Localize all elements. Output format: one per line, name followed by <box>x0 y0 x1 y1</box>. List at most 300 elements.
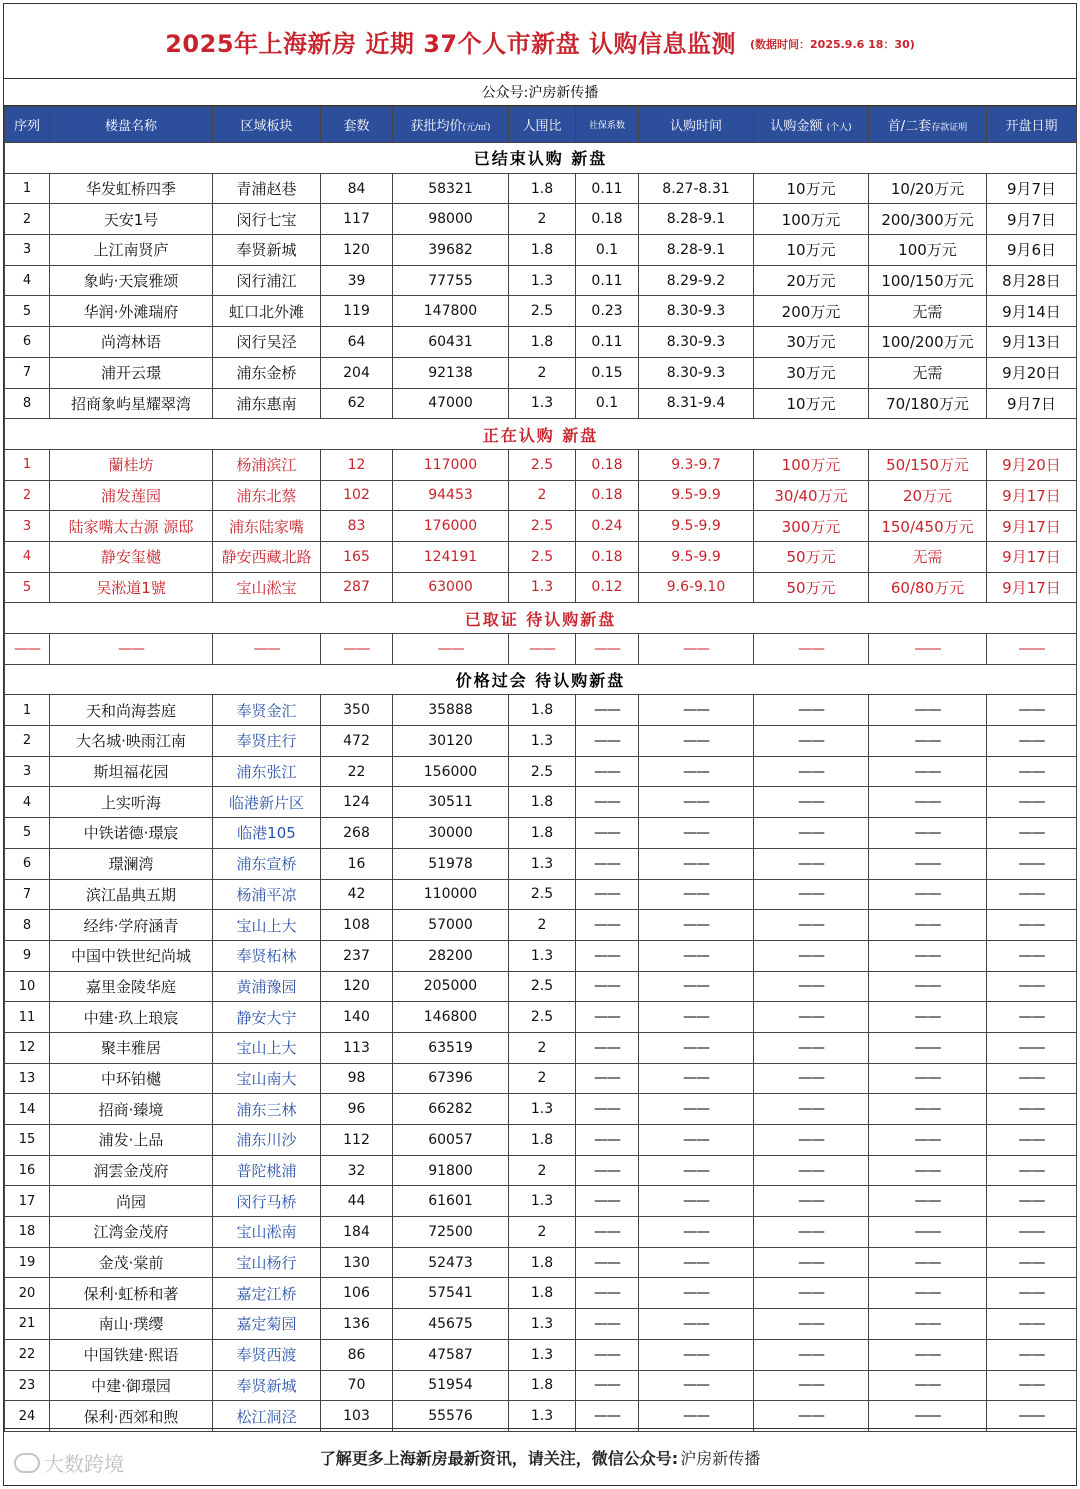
cell-dash: —— <box>576 1247 639 1278</box>
header-proof: 首/二套存款证明 <box>869 107 987 143</box>
cell-subscribe-amount: 10万元 <box>754 388 869 419</box>
cell-dash: —— <box>869 756 987 787</box>
header-social-factor: 社保系数 <box>576 107 639 143</box>
cell-index: 3 <box>5 511 50 542</box>
cell-index: 21 <box>5 1309 50 1340</box>
cell-dash: —— <box>987 940 1077 971</box>
cell-units: 39 <box>321 265 393 296</box>
table-row <box>5 388 1077 419</box>
cell-units: 472 <box>321 726 393 757</box>
cell-dash: —— <box>869 1032 987 1063</box>
cell-project-name: 江湾金茂府 <box>50 1217 213 1248</box>
cell-units: 268 <box>321 818 393 849</box>
cell-project-name: 斯坦福花园 <box>50 756 213 787</box>
table-row <box>5 818 1077 849</box>
cell-dash: —— <box>576 1125 639 1156</box>
cell-avg-price: 156000 <box>393 756 509 787</box>
cell-units: 42 <box>321 879 393 910</box>
cell-index: 2 <box>5 726 50 757</box>
cell-dash: —— <box>987 1002 1077 1033</box>
cell-ratio: 1.8 <box>509 1125 576 1156</box>
cell-open-date: 9月6日 <box>987 235 1077 266</box>
cell-proof: 20万元 <box>869 480 987 511</box>
cell-project-name: 尚园 <box>50 1186 213 1217</box>
cell-dash: —— <box>576 1339 639 1370</box>
cell-dash: —— <box>754 971 869 1002</box>
cell-dash: —— <box>987 1247 1077 1278</box>
cell-subscribe-time: 8.30-9.3 <box>639 357 754 388</box>
cell-index: 24 <box>5 1401 50 1432</box>
cell-dash: —— <box>987 695 1077 726</box>
cell-project-name: 华发虹桥四季 <box>50 173 213 204</box>
cell-ratio: 2.5 <box>509 971 576 1002</box>
cell-avg-price: 205000 <box>393 971 509 1002</box>
cell-district: 奉贤西渡 <box>213 1339 321 1370</box>
cell-ratio: 2.5 <box>509 449 576 480</box>
cell-ratio: 1.3 <box>509 1094 576 1125</box>
cell-project-name: 华润·外滩瑞府 <box>50 296 213 327</box>
cell-ratio: 2.5 <box>509 1002 576 1033</box>
cell-project-name: 中国铁建·熙语 <box>50 1339 213 1370</box>
cell-avg-price: 98000 <box>393 204 509 235</box>
table-body <box>5 143 1077 1432</box>
cell-dash: —— <box>754 1063 869 1094</box>
cell-index: 16 <box>5 1155 50 1186</box>
cell-district: 杨浦滨江 <box>213 449 321 480</box>
cell-index: 12 <box>5 1032 50 1063</box>
cell-dash: —— <box>869 695 987 726</box>
cell-ratio: 2.5 <box>509 879 576 910</box>
watermark-logo-icon <box>14 1453 40 1473</box>
cell-units: 44 <box>321 1186 393 1217</box>
table-row <box>5 327 1077 358</box>
table-row <box>5 848 1077 879</box>
cell-index: 2 <box>5 204 50 235</box>
section-title: 正在认购 新盘 <box>5 419 1077 450</box>
cell-social-factor: 0.11 <box>576 265 639 296</box>
table-row <box>5 756 1077 787</box>
cell-subscribe-time: 8.27-8.31 <box>639 173 754 204</box>
cell-dash: —— <box>754 818 869 849</box>
cell-proof: 无需 <box>869 357 987 388</box>
cell-project-name: 中环铂樾 <box>50 1063 213 1094</box>
cell-avg-price: 45675 <box>393 1309 509 1340</box>
cell-dash: —— <box>754 940 869 971</box>
cell-district: 奉贤新城 <box>213 1370 321 1401</box>
cell-ratio: 2.5 <box>509 541 576 572</box>
cell-dash: —— <box>639 1370 754 1401</box>
cell-units: 165 <box>321 541 393 572</box>
cell-units: 62 <box>321 388 393 419</box>
section-title: 价格过会 待认购新盘 <box>5 664 1077 695</box>
cell-dash: —— <box>987 756 1077 787</box>
cell-dash: —— <box>987 1370 1077 1401</box>
cell-dash: —— <box>639 1032 754 1063</box>
cell-units: 102 <box>321 480 393 511</box>
cell-subscribe-amount: 100万元 <box>754 449 869 480</box>
cell-avg-price: 60431 <box>393 327 509 358</box>
cell-ratio: 1.8 <box>509 818 576 849</box>
cell-dash: —— <box>869 1309 987 1340</box>
cell-avg-price: 146800 <box>393 1002 509 1033</box>
cell-units: 16 <box>321 848 393 879</box>
cell-ratio: 1.8 <box>509 235 576 266</box>
cell-district: 闵行马桥 <box>213 1186 321 1217</box>
table-row <box>5 1032 1077 1063</box>
cell-units: 136 <box>321 1309 393 1340</box>
cell-dash: —— <box>987 1125 1077 1156</box>
cell-units: 98 <box>321 1063 393 1094</box>
cell-dash: —— <box>576 1002 639 1033</box>
cell-dash: —— <box>639 879 754 910</box>
cell-project-name: 尚湾林语 <box>50 327 213 358</box>
cell-index: 18 <box>5 1217 50 1248</box>
cell-district: 虹口北外滩 <box>213 296 321 327</box>
cell-social-factor: 0.1 <box>576 388 639 419</box>
cell-project-name: 天和尚海荟庭 <box>50 695 213 726</box>
table-row <box>5 726 1077 757</box>
cell-dash: —— <box>639 1094 754 1125</box>
cell-dash: —— <box>639 818 754 849</box>
cell-dash: —— <box>576 848 639 879</box>
cell-dash: —— <box>754 1339 869 1370</box>
header-units: 套数 <box>321 107 393 143</box>
cell-avg-price: 52473 <box>393 1247 509 1278</box>
cell-units: 120 <box>321 971 393 1002</box>
cell-dash: —— <box>869 1339 987 1370</box>
table-row <box>5 265 1077 296</box>
cell-dash: —— <box>869 1094 987 1125</box>
table-row <box>5 1370 1077 1401</box>
cell-ratio: 1.8 <box>509 173 576 204</box>
cell-index: 14 <box>5 1094 50 1125</box>
cell-subscribe-time: 9.5-9.9 <box>639 480 754 511</box>
cell-social-factor: 0.11 <box>576 173 639 204</box>
cell-avg-price: 30000 <box>393 818 509 849</box>
cell-ratio: 2.5 <box>509 296 576 327</box>
cell-dash: —— <box>754 1186 869 1217</box>
cell-index: 6 <box>5 848 50 879</box>
cell-subscribe-time: 8.30-9.3 <box>639 327 754 358</box>
table-row-placeholder <box>5 634 1077 665</box>
cell-units: 70 <box>321 1370 393 1401</box>
table-row <box>5 1339 1077 1370</box>
cell-dash: —— <box>639 848 754 879</box>
cell-units: 22 <box>321 756 393 787</box>
table-row <box>5 1401 1077 1432</box>
cell-units: 83 <box>321 511 393 542</box>
section-row-ended <box>5 143 1077 174</box>
cell-avg-price: 47000 <box>393 388 509 419</box>
cell-project-name: 中铁诺德·璟宸 <box>50 818 213 849</box>
cell-ratio: 2 <box>509 1217 576 1248</box>
table-row <box>5 787 1077 818</box>
cell-proof: 200/300万元 <box>869 204 987 235</box>
cell-units: 120 <box>321 235 393 266</box>
cell-social-factor: 0.18 <box>576 541 639 572</box>
cell-open-date: 9月7日 <box>987 173 1077 204</box>
cell-units: 350 <box>321 695 393 726</box>
cell-index: 23 <box>5 1370 50 1401</box>
cell-index: 10 <box>5 971 50 1002</box>
header-district: 区域板块 <box>213 107 321 143</box>
cell-dash: —— <box>576 940 639 971</box>
title-row <box>4 4 1076 79</box>
cell-subscribe-amount: 20万元 <box>754 265 869 296</box>
listing-table <box>4 106 1077 1432</box>
cell-open-date: 9月20日 <box>987 449 1077 480</box>
cell-dash: —— <box>576 1278 639 1309</box>
cell-avg-price: 66282 <box>393 1094 509 1125</box>
cell-district: 浦东张江 <box>213 756 321 787</box>
table-row <box>5 1125 1077 1156</box>
table-row <box>5 1309 1077 1340</box>
report-sheet <box>3 3 1077 1486</box>
cell-district: 闵行七宝 <box>213 204 321 235</box>
cell-avg-price: 30120 <box>393 726 509 757</box>
cell-open-date: 8月28日 <box>987 265 1077 296</box>
cell-dash: —— <box>639 1278 754 1309</box>
cell-open-date: 9月7日 <box>987 204 1077 235</box>
cell-index: 17 <box>5 1186 50 1217</box>
cell-dash: —— <box>754 634 869 665</box>
cell-dash: —— <box>576 910 639 941</box>
cell-subscribe-amount: 30/40万元 <box>754 480 869 511</box>
table-row <box>5 940 1077 971</box>
cell-district: 临港105 <box>213 818 321 849</box>
cell-subscribe-time: 8.28-9.1 <box>639 204 754 235</box>
cell-proof: 70/180万元 <box>869 388 987 419</box>
cell-project-name: 吴淞道1號 <box>50 572 213 603</box>
cell-social-factor: 0.12 <box>576 572 639 603</box>
cell-index: 1 <box>5 173 50 204</box>
cell-index: 5 <box>5 296 50 327</box>
cell-district: 普陀桃浦 <box>213 1155 321 1186</box>
cell-dash: —— <box>639 1217 754 1248</box>
cell-subscribe-amount: 30万元 <box>754 357 869 388</box>
cell-avg-price: 57541 <box>393 1278 509 1309</box>
footer-text: 了解更多上海新房最新资讯，请关注，微信公众号: <box>319 1448 679 1468</box>
table-row <box>5 1217 1077 1248</box>
cell-project-name: 南山·璞缨 <box>50 1309 213 1340</box>
cell-dash: —— <box>754 787 869 818</box>
cell-project-name: 浦发莲园 <box>50 480 213 511</box>
cell-project-name: 天安1号 <box>50 204 213 235</box>
cell-proof: 10/20万元 <box>869 173 987 204</box>
cell-dash: —— <box>576 756 639 787</box>
cell-district: 浦东宣桥 <box>213 848 321 879</box>
cell-avg-price: 110000 <box>393 879 509 910</box>
cell-district: 松江洞泾 <box>213 1401 321 1432</box>
cell-district: 奉贤庄行 <box>213 726 321 757</box>
cell-ratio: 1.3 <box>509 572 576 603</box>
cell-avg-price: 67396 <box>393 1063 509 1094</box>
table-row <box>5 511 1077 542</box>
cell-dash: —— <box>639 756 754 787</box>
cell-social-factor: 0.1 <box>576 235 639 266</box>
cell-subscribe-time: 8.29-9.2 <box>639 265 754 296</box>
cell-avg-price: 51954 <box>393 1370 509 1401</box>
footer <box>4 1428 1076 1485</box>
cell-ratio: 2 <box>509 1063 576 1094</box>
cell-units: 117 <box>321 204 393 235</box>
cell-project-name: 经纬·学府涵青 <box>50 910 213 941</box>
cell-dash: —— <box>869 726 987 757</box>
cell-project-name: 保利·虹桥和著 <box>50 1278 213 1309</box>
cell-dash: —— <box>987 1094 1077 1125</box>
table-row <box>5 879 1077 910</box>
cell-district: 闵行吴泾 <box>213 327 321 358</box>
cell-social-factor: 0.24 <box>576 511 639 542</box>
table-row <box>5 695 1077 726</box>
table-row <box>5 1186 1077 1217</box>
cell-district: 奉贤柘林 <box>213 940 321 971</box>
cell-district: 宝山杨行 <box>213 1247 321 1278</box>
cell-dash: —— <box>639 1002 754 1033</box>
cell-proof: 100/200万元 <box>869 327 987 358</box>
cell-proof: 无需 <box>869 541 987 572</box>
cell-subscribe-time: 8.28-9.1 <box>639 235 754 266</box>
cell-dash: —— <box>987 1278 1077 1309</box>
cell-units: 12 <box>321 449 393 480</box>
table-row <box>5 204 1077 235</box>
cell-subscribe-amount: 200万元 <box>754 296 869 327</box>
cell-dash: —— <box>987 1339 1077 1370</box>
cell-district: 杨浦平凉 <box>213 879 321 910</box>
cell-dash: —— <box>576 879 639 910</box>
cell-district: 静安西藏北路 <box>213 541 321 572</box>
cell-dash: —— <box>754 1125 869 1156</box>
cell-index: 5 <box>5 572 50 603</box>
cell-ratio: 1.3 <box>509 388 576 419</box>
cell-avg-price: 124191 <box>393 541 509 572</box>
cell-avg-price: 91800 <box>393 1155 509 1186</box>
cell-ratio: 2 <box>509 1155 576 1186</box>
table-row <box>5 1155 1077 1186</box>
cell-dash: —— <box>576 1217 639 1248</box>
cell-dash: —— <box>576 971 639 1002</box>
cell-subscribe-amount: 10万元 <box>754 235 869 266</box>
cell-project-name: 润雲金茂府 <box>50 1155 213 1186</box>
cell-dash: —— <box>639 1247 754 1278</box>
cell-district: 浦东川沙 <box>213 1125 321 1156</box>
cell-avg-price: 147800 <box>393 296 509 327</box>
cell-dash: —— <box>869 1186 987 1217</box>
cell-avg-price: 39682 <box>393 235 509 266</box>
cell-district: 浦东惠南 <box>213 388 321 419</box>
header-price: 获批均价(元/㎡) <box>393 107 509 143</box>
cell-dash: —— <box>754 1094 869 1125</box>
cell-units: 84 <box>321 173 393 204</box>
watermark-text: 大数跨境 <box>44 1452 124 1476</box>
cell-dash: —— <box>576 818 639 849</box>
cell-proof: 50/150万元 <box>869 449 987 480</box>
cell-avg-price: 94453 <box>393 480 509 511</box>
cell-dash: —— <box>639 971 754 1002</box>
cell-dash: —— <box>639 1339 754 1370</box>
cell-dash: —— <box>869 1247 987 1278</box>
cell-units: 124 <box>321 787 393 818</box>
cell-index: 4 <box>5 265 50 296</box>
cell-subscribe-time: 8.31-9.4 <box>639 388 754 419</box>
cell-index: 7 <box>5 879 50 910</box>
cell-dash: —— <box>869 1155 987 1186</box>
table-row <box>5 449 1077 480</box>
table-row <box>5 480 1077 511</box>
cell-units: 106 <box>321 1278 393 1309</box>
cell-dash: —— <box>869 818 987 849</box>
cell-units: 184 <box>321 1217 393 1248</box>
cell-project-name: 浦发·上品 <box>50 1125 213 1156</box>
cell-dash: —— <box>639 940 754 971</box>
cell-units: 237 <box>321 940 393 971</box>
cell-index: 11 <box>5 1002 50 1033</box>
cell-units: 64 <box>321 327 393 358</box>
cell-subscribe-amount: 100万元 <box>754 204 869 235</box>
cell-proof: 150/450万元 <box>869 511 987 542</box>
cell-district: 宝山淞宝 <box>213 572 321 603</box>
cell-dash: —— <box>639 1186 754 1217</box>
cell-project-name: 陆家嘴太古源 源邸 <box>50 511 213 542</box>
cell-index: 20 <box>5 1278 50 1309</box>
cell-project-name: 金茂·棠前 <box>50 1247 213 1278</box>
cell-open-date: 9月17日 <box>987 511 1077 542</box>
cell-index: 9 <box>5 940 50 971</box>
cell-open-date: 9月17日 <box>987 572 1077 603</box>
table-row <box>5 1094 1077 1125</box>
cell-district: 奉贤金汇 <box>213 695 321 726</box>
cell-dash: —— <box>987 634 1077 665</box>
cell-ratio: 1.3 <box>509 1186 576 1217</box>
cell-units: 113 <box>321 1032 393 1063</box>
cell-project-name: 浦开云璟 <box>50 357 213 388</box>
cell-dash: —— <box>869 1002 987 1033</box>
cell-subscribe-time: 9.3-9.7 <box>639 449 754 480</box>
cell-open-date: 9月14日 <box>987 296 1077 327</box>
watermark <box>14 1448 124 1477</box>
cell-dash: —— <box>639 695 754 726</box>
header-open-date: 开盘日期 <box>987 107 1077 143</box>
cell-open-date: 9月17日 <box>987 480 1077 511</box>
cell-index: 8 <box>5 910 50 941</box>
cell-dash: —— <box>754 1309 869 1340</box>
cell-district: 浦东金桥 <box>213 357 321 388</box>
cell-dash: —— <box>987 1155 1077 1186</box>
cell-dash: —— <box>639 1155 754 1186</box>
cell-avg-price: 47587 <box>393 1339 509 1370</box>
cell-ratio: 1.8 <box>509 1278 576 1309</box>
table-row <box>5 1278 1077 1309</box>
cell-ratio: 2 <box>509 480 576 511</box>
subtitle: 公众号:沪房新传播 <box>4 79 1076 106</box>
cell-avg-price: 60057 <box>393 1125 509 1156</box>
cell-open-date: 9月17日 <box>987 541 1077 572</box>
cell-dash: —— <box>509 634 576 665</box>
cell-index: 2 <box>5 480 50 511</box>
cell-dash: —— <box>987 1186 1077 1217</box>
cell-subscribe-amount: 50万元 <box>754 541 869 572</box>
cell-index: 15 <box>5 1125 50 1156</box>
cell-dash: —— <box>869 910 987 941</box>
cell-dash: —— <box>869 940 987 971</box>
cell-project-name: 嘉里金陵华庭 <box>50 971 213 1002</box>
cell-ratio: 1.8 <box>509 1370 576 1401</box>
cell-dash: —— <box>754 756 869 787</box>
cell-ratio: 1.8 <box>509 327 576 358</box>
cell-dash: —— <box>987 787 1077 818</box>
cell-dash: —— <box>987 726 1077 757</box>
cell-dash: —— <box>754 879 869 910</box>
